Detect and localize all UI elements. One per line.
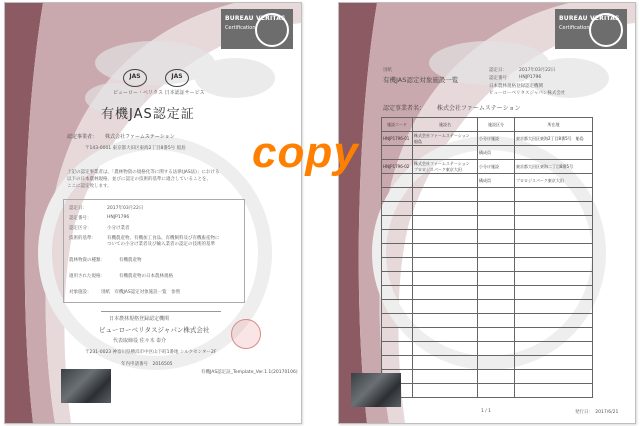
column-header: 施設コード [382, 118, 413, 132]
footer-company: ビューローベリタスジャパン株式会社 [99, 326, 210, 334]
bureau-veritas-logo [555, 9, 627, 49]
table-cell: 東京都大田区東海2丁目8番5号 船島 [515, 132, 593, 146]
table-row [382, 300, 593, 314]
table-row [382, 132, 593, 146]
column-header: 施設区分 [478, 118, 515, 132]
column-header: 所在地 [515, 118, 593, 132]
field-value: 有機農産物、有機加工食品、有機飼料及び有機畜産物に [107, 236, 220, 241]
table-cell [413, 146, 478, 160]
operator-address: 〒143-0001 東京都大田区東海2丁目8番5号 船島 [85, 146, 186, 151]
table-row [382, 160, 593, 174]
table-row [382, 174, 593, 188]
logo-line2: Certification [225, 25, 256, 31]
body-text-line: 上記の認定事業者は、「農林物資の規格化等に関する法律(JAS法)」における [67, 170, 220, 175]
table-cell: 小分け施設 [478, 132, 515, 146]
copy-watermark: copy [252, 128, 359, 177]
jas-mark-icon [165, 69, 189, 87]
table-cell [515, 146, 593, 160]
field-label: 認定番号： [69, 216, 92, 221]
divider [101, 311, 221, 312]
field-value: 小分け業者 [107, 226, 130, 231]
facility-table [381, 117, 593, 398]
footer-note: 年内申請番号 2016505 [121, 362, 173, 367]
standard-value: 有機農産物の日本農林規格 [119, 274, 173, 279]
footer-template: 有機JAS認定証_Template_Ver.1.1(20170106) [201, 370, 298, 375]
logo-line2: Certification [559, 25, 590, 31]
field-value: ついての小分け業者及び輸入業者の認定の技術的基準 [107, 242, 215, 247]
table-cell: 株式会社ファームステーション プロロジスパーク東京大田 [413, 160, 478, 174]
field-label: 認定区分： [69, 226, 92, 231]
number-label: 認定番号： [489, 76, 512, 81]
attachment-label: 別紙 [383, 68, 392, 73]
facility-label: 対象施設： [69, 290, 92, 295]
table-cell: 構成員 [478, 174, 515, 188]
footer-representative: 代表取締役 佐々木 泰介 [113, 338, 167, 344]
item-value: 有機農産物 [119, 258, 142, 263]
footer-org: 日本農林規格登録認定機関 [109, 316, 170, 322]
table-row [382, 258, 593, 272]
table-row [382, 356, 593, 370]
table-cell [382, 174, 413, 188]
field-label: 技術的基準： [69, 236, 96, 241]
table-cell: プロロジスパーク東京大田 [515, 174, 593, 188]
date-value: 2017年03月22日 [519, 68, 556, 73]
column-header: 施設名 [413, 118, 478, 132]
field-value: HNJP1796 [107, 215, 130, 220]
body-text-line: 以下の日本農林規格、並びに認定の技術的基準に適合していることを、 [67, 177, 211, 182]
date-label: 認定日： [489, 68, 507, 73]
logo-line1: BUREAU VERITAS [559, 15, 620, 22]
number-value: HNJP1796 [519, 75, 542, 80]
table-cell [382, 146, 413, 160]
field-value: 2017年03月22日 [107, 206, 144, 211]
jas-mark-label: JAS [171, 73, 183, 80]
table-row [382, 230, 593, 244]
org-name: ビューローベリタスジャパン株式会社 [489, 91, 566, 96]
table-row [382, 370, 593, 384]
operator-name: 株式会社ファームステーション [437, 105, 521, 112]
table-cell: 東京都大田区東海二丁目8番5号 [515, 160, 593, 174]
field-label: 認定日： [69, 206, 87, 211]
table-cell: 構成員 [478, 146, 515, 160]
seal-icon [589, 13, 623, 47]
table-row [382, 216, 593, 230]
table-cell: 株式会社ファームステーション 船島 [413, 132, 478, 146]
hologram-icon [351, 373, 401, 407]
page-number: 1 / 1 [481, 409, 492, 414]
certificate-title: 有機JAS認定証 [101, 107, 195, 122]
operator-label: 認定事業者： [67, 134, 98, 140]
standard-label: 適用された規格： [69, 274, 105, 279]
table-row [382, 328, 593, 342]
table-row [382, 342, 593, 356]
table-row [382, 146, 593, 160]
table-row [382, 286, 593, 300]
facility-value: 別紙 有機JAS認定対象施設一覧 参照 [101, 290, 181, 295]
org-label: 日本農林規格登録認定機関 [489, 84, 543, 89]
table-row [382, 384, 593, 398]
table-cell [413, 174, 478, 188]
table-cell: HNJP1796-02 [382, 160, 413, 174]
issue-date: 発行日： 2017/6/21 [575, 410, 619, 415]
operator-label: 認定事業者名： [383, 105, 426, 112]
company-seal-icon [231, 319, 261, 349]
table-row [382, 188, 593, 202]
table-row [382, 202, 593, 216]
footer-address: 〒231-0023 神奈川県横浜市中区山下町1番地 シルクセンター2F [85, 350, 217, 355]
table-row [382, 244, 593, 258]
table-row [382, 272, 593, 286]
seal-icon [255, 13, 289, 47]
bureau-veritas-logo [221, 9, 293, 49]
item-label: 農林物資の種類： [69, 258, 105, 263]
hologram-icon [61, 369, 111, 403]
table-cell: 小分け施設 [478, 160, 515, 174]
issuer-line: ビューロー・ベリタス 日本認証サービス [113, 90, 205, 96]
logo-line1: BUREAU VERITAS [225, 15, 286, 22]
certificate-page [4, 2, 302, 424]
jas-mark-icon [123, 69, 147, 87]
jas-mark-label: JAS [129, 73, 141, 80]
table-header [382, 118, 593, 132]
table-row [382, 314, 593, 328]
body-text-line: ここに認定致します。 [67, 184, 112, 189]
table-cell: HNJP1796-01 [382, 132, 413, 146]
facility-list-page [338, 2, 636, 424]
list-title: 有機JAS認定対象施設一覧 [383, 76, 459, 84]
operator-name: 株式会社ファームステーション [105, 134, 175, 140]
